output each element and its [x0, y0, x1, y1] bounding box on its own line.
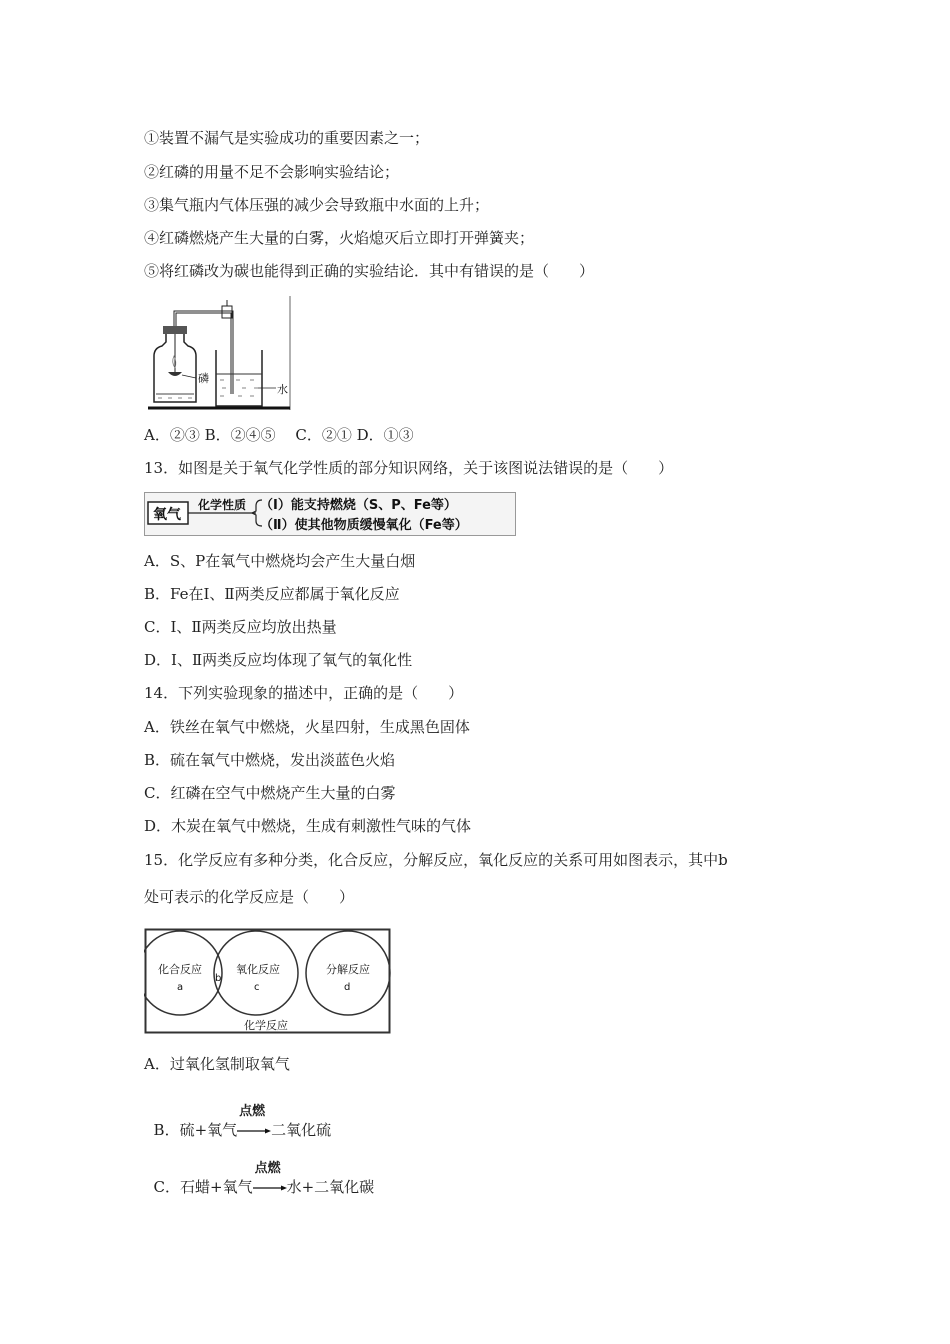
arrow-icon [237, 1128, 271, 1134]
venn-letter-b: b [215, 973, 222, 984]
q14-option-d: D．木炭在氧气中燃烧，生成有刺激性气味的气体 [144, 817, 472, 835]
reaction-arrow [237, 1104, 271, 1140]
q14-stem: 14．下列实验现象的描述中，正确的是（ ） [144, 684, 464, 702]
venn-letter-a: a [177, 982, 184, 993]
q14-option-c: C．红磷在空气中燃烧产生大量的白雾 [144, 784, 396, 802]
venn-label-oxidation: 氧化反应 [236, 963, 280, 976]
q13-option-b: B．Fe在Ⅰ、Ⅱ两类反应都属于氧化反应 [144, 585, 400, 603]
oxygen-box-text: 氧气 [153, 507, 181, 523]
q13-option-d: D．Ⅰ、Ⅱ两类反应均体现了氧气的氧化性 [144, 651, 413, 669]
water-label: 水 [277, 383, 288, 396]
reaction-arrow [253, 1161, 287, 1197]
oxygen-knowledge-network [144, 492, 516, 536]
q15-option-b [144, 1100, 331, 1140]
q15-option-b-right: 二氧化硫 [271, 1121, 332, 1139]
q14-option-a: A．铁丝在氧气中燃烧，火星四射，生成黑色固体 [144, 718, 470, 736]
q12-statement-3: ③集气瓶内气体压强的减少会导致瓶中水面的上升； [144, 196, 490, 214]
venn-letter-c: c [254, 982, 260, 993]
apparatus-figure [144, 294, 292, 412]
q12-statement-2: ②红磷的用量不足不会影响实验结论； [144, 163, 400, 181]
phosphorus-label: 磷 [198, 372, 209, 385]
property-line-1: （Ⅰ）能支持燃烧（S、P、Fe等） [260, 498, 457, 513]
q12-statement-1: ①装置不漏气是实验成功的重要因素之一； [144, 129, 430, 147]
q12-options: A．②③ B．②④⑤ C．②① D．①③ [144, 426, 414, 444]
q15-option-b-left: B．硫+氧气 [153, 1121, 238, 1139]
reaction-venn-diagram [144, 928, 391, 1034]
q13-stem: 13．如图是关于氧气化学性质的部分知识网络，关于该图说法错误的是（ ） [144, 459, 674, 477]
q15-stem-line-1: 15．化学反应有多种分类，化合反应，分解反应，氧化反应的关系可用如图表示，其中b [144, 851, 728, 869]
q14-option-b: B．硫在氧气中燃烧，发出淡蓝色火焰 [144, 751, 396, 769]
q15-option-a: A．过氧化氢制取氧气 [144, 1055, 290, 1073]
chem-property-text: 化学性质 [198, 498, 247, 512]
q15-option-c-right: 水+二氧化碳 [286, 1178, 375, 1196]
q12-statement-5: ⑤将红磷改为碳也能得到正确的实验结论．其中有错误的是（ ） [144, 262, 595, 280]
arrow-icon [253, 1185, 287, 1191]
venn-label-combination: 化合反应 [158, 963, 202, 976]
q15-option-c [144, 1157, 374, 1197]
reaction-condition: 点燃 [254, 1161, 281, 1176]
q15-stem-line-2: 处可表示的化学反应是（ ） [144, 888, 355, 906]
venn-label-chemical-reaction: 化学反应 [244, 1019, 288, 1032]
reaction-condition: 点燃 [239, 1104, 266, 1119]
venn-label-decomposition: 分解反应 [326, 963, 370, 976]
q13-option-c: C．Ⅰ、Ⅱ两类反应均放出热量 [144, 618, 337, 636]
property-line-2: （Ⅱ）使其他物质缓慢氧化（Fe等） [260, 518, 468, 533]
venn-letter-d: d [344, 982, 351, 993]
q13-option-a: A．S、P在氧气中燃烧均会产生大量白烟 [144, 552, 416, 570]
q15-option-c-left: C．石蜡+氧气 [153, 1178, 253, 1196]
q12-statement-4: ④红磷燃烧产生大量的白雾，火焰熄灭后立即打开弹簧夹； [144, 229, 535, 247]
